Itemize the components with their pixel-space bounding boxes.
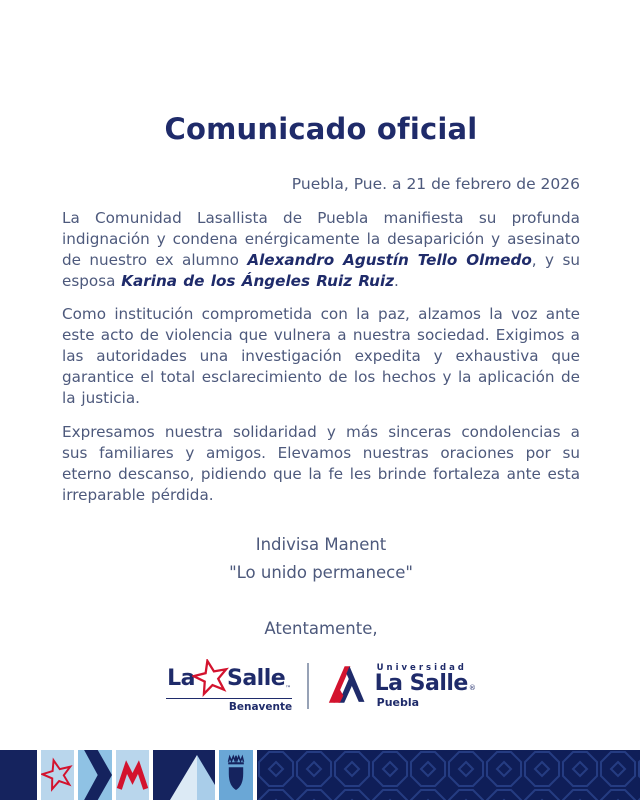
footer-tile-chevron — [78, 750, 112, 800]
star-icon — [192, 659, 230, 697]
footer-pattern-octagon-lattice — [257, 750, 640, 800]
logo-lasalle-label: La Salle — [374, 671, 468, 696]
paragraph-1-text: La Comunidad Lasallista de Puebla manifiesta su profunda indignación y condena enérgicamente la desaparición y asesinato de nuestro ex alumno — [62, 209, 580, 269]
logo-puebla-label: Puebla — [376, 696, 420, 709]
triangle-emblem-icon — [324, 664, 368, 708]
paragraph-2: Como institución comprometida con la paz, alzamos la voz ante este acto de violencia que vulnera a nuestra sociedad. Exigimos a las autoridades una investigación expedita y exhaustiva que garantice el total esclarecimiento de los hechos y la aplicación de la justicia. — [62, 305, 580, 407]
logo-universidad-lasalle-puebla — [324, 663, 476, 709]
dateline: Puebla, Pue. a 21 de febrero de 2026 — [291, 175, 580, 193]
motto-latin: Indivisa Manent — [255, 535, 387, 554]
paragraph-1-period: . — [394, 272, 399, 290]
logo-divider — [307, 663, 309, 709]
page-title: Comunicado oficial — [164, 112, 478, 146]
star-icon — [41, 754, 74, 796]
victim-name-1: Alexandro Agustín Tello Olmedo — [247, 251, 532, 269]
logo-word-la: La — [167, 665, 195, 691]
logo-benavente-wordmark — [166, 659, 292, 697]
octagon-lattice-pattern — [257, 750, 640, 800]
footer-brand-band — [0, 750, 640, 800]
triangle-icon — [153, 750, 215, 800]
footer-tile-triangle — [153, 750, 215, 800]
closing-salutation: Atentamente, — [264, 619, 378, 638]
footer-tile-crest — [219, 750, 253, 800]
paragraph-1-connector: , y su esposa — [62, 251, 580, 290]
chevron-icon — [78, 750, 112, 800]
logo-puebla-text — [375, 663, 476, 709]
paragraph-3: Expresamos nuestra solidaridad y más sinceras condolencias a sus familiares y amigos. Elevamos nuestras oraciones por su eterno descanso, pidiendo que la fe les brinde fortaleza ante esta irreparable pérdida. — [62, 423, 580, 504]
logos-row — [62, 659, 580, 713]
trademark-symbol: ™ — [285, 685, 292, 692]
logo-lasalle-benavente — [166, 659, 292, 713]
m-peaks-icon — [116, 755, 149, 795]
logo-benavente-rule — [166, 698, 292, 699]
logo-universidad-label: Universidad — [376, 663, 467, 673]
paragraph-1 — [62, 208, 580, 292]
crest-icon — [221, 753, 251, 797]
logo-word-salle: Salle — [226, 665, 286, 691]
footer-tile-m — [116, 750, 149, 800]
footer-tile-navy-square — [0, 750, 37, 800]
victim-name-2: Karina de los Ángeles Ruiz Ruiz — [121, 272, 395, 290]
footer-tile-star — [41, 750, 74, 800]
motto-translation: "Lo unido permanece" — [229, 563, 413, 582]
registered-symbol: ® — [468, 684, 476, 692]
logo-benavente-subtitle: Benavente — [228, 701, 293, 713]
